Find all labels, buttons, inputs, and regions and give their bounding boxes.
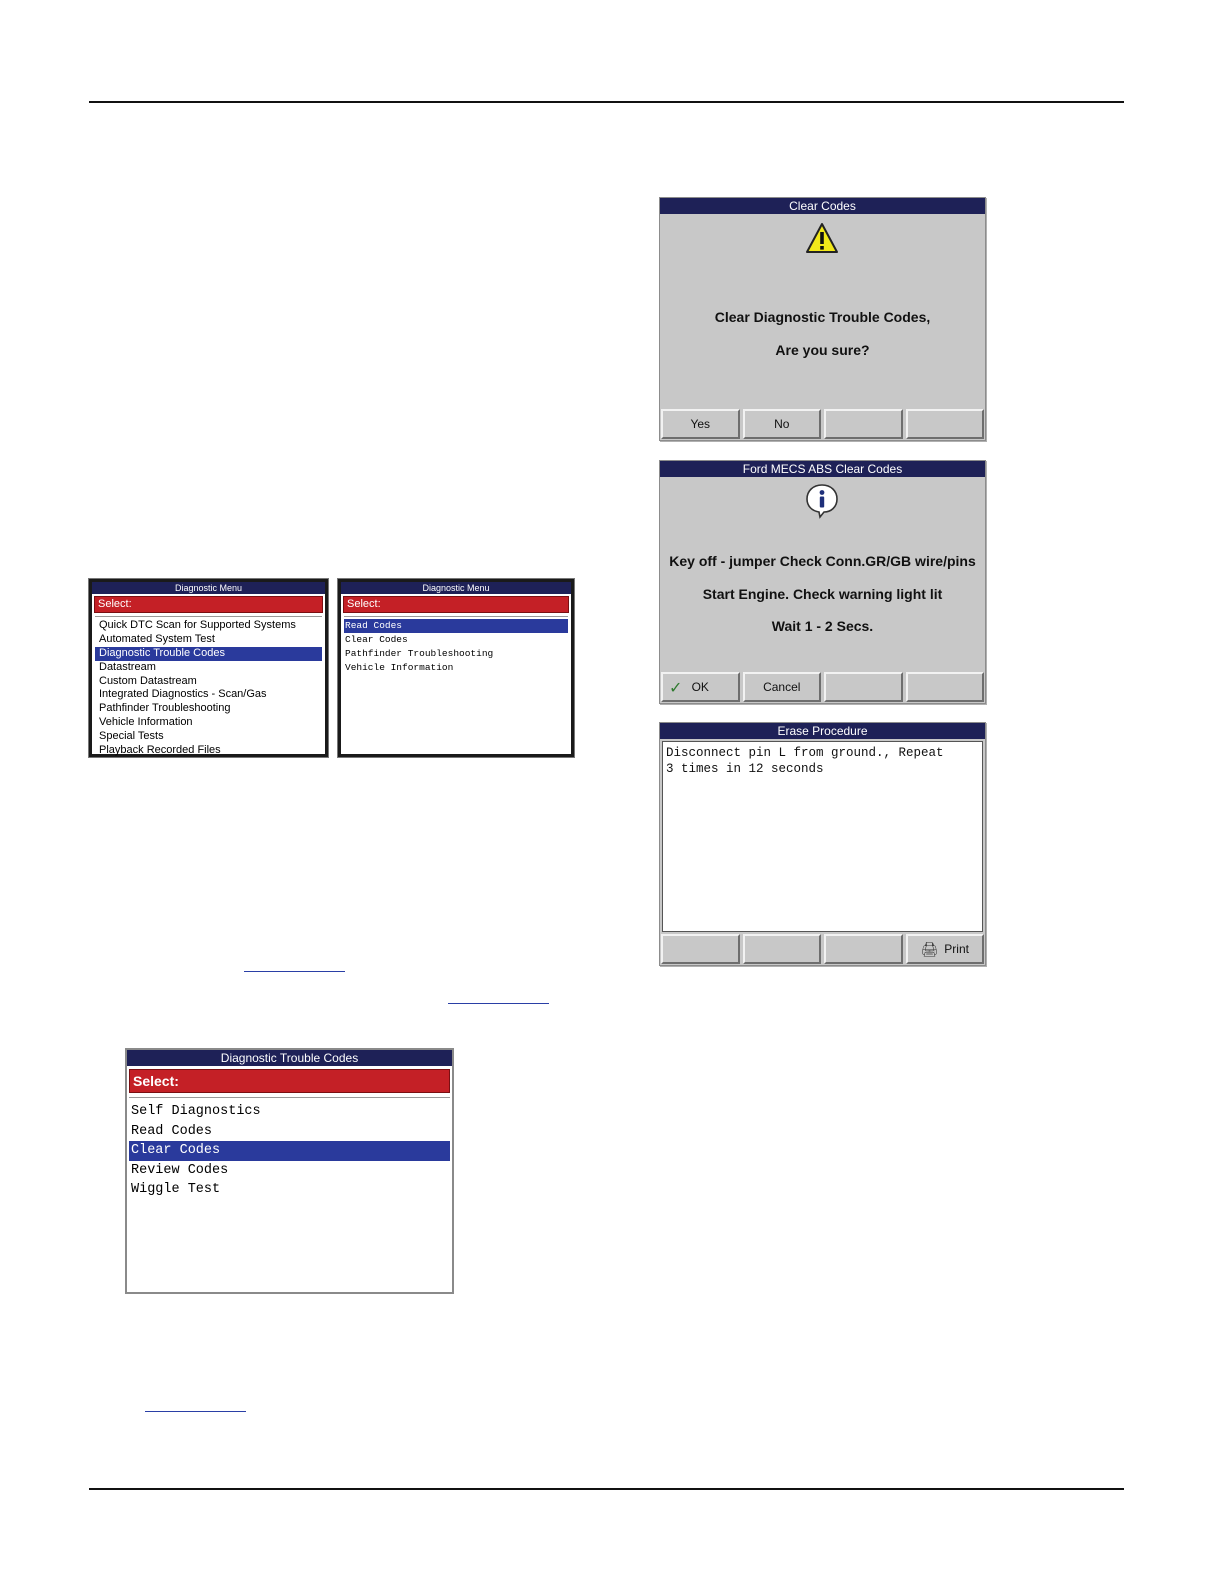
menu-item-clear-codes[interactable]: Clear Codes [345, 633, 408, 645]
menu-list [95, 616, 322, 758]
dtc-menu-window [125, 1048, 454, 1294]
menu-item-automated-system-test[interactable]: Automated System Test [99, 632, 215, 645]
button-bar [661, 934, 984, 964]
footer-rule [89, 1488, 1124, 1490]
yes-button[interactable] [661, 409, 740, 439]
menu-item-vehicle-information[interactable]: Vehicle Information [345, 661, 454, 673]
yes-label: Yes [690, 417, 711, 431]
ok-label: OK [691, 680, 709, 694]
checkmark-icon: ✓ [669, 680, 683, 697]
info-icon [805, 483, 839, 519]
button-bar [661, 409, 984, 439]
select-bar: Select: [343, 596, 569, 613]
menu-item-wiggle-test[interactable]: Wiggle Test [131, 1182, 221, 1197]
select-bar: Select: [129, 1069, 450, 1093]
menu-list [344, 616, 568, 675]
empty-button-4[interactable] [906, 672, 985, 702]
page-link-3[interactable] [145, 1411, 246, 1412]
menu-item-integrated-diagnostics[interactable]: Integrated Diagnostics - Scan/Gas [99, 688, 267, 701]
erase-procedure-dialog [659, 722, 986, 966]
empty-button-4[interactable] [906, 409, 985, 439]
menu-item-custom-datastream[interactable]: Custom Datastream [99, 674, 197, 687]
menu-item-special-tests[interactable]: Special Tests [99, 730, 164, 743]
empty-button-3[interactable] [824, 672, 903, 702]
window-title: Erase Procedure [660, 723, 985, 739]
menu-item-read-codes[interactable]: Read Codes [344, 619, 568, 633]
header-rule [89, 101, 1124, 103]
dialog-message-1: Clear Diagnostic Trouble Codes, [714, 309, 931, 325]
page-link-2[interactable] [448, 1003, 549, 1004]
warning-icon [805, 222, 839, 256]
diagnostic-menu-codes-window [338, 579, 574, 757]
cancel-button[interactable] [743, 672, 822, 702]
menu-item-vehicle-information[interactable]: Vehicle Information [99, 716, 193, 729]
button-bar [661, 672, 984, 702]
dialog-message-3: Wait 1 - 2 Secs. [771, 618, 874, 634]
menu-item-pathfinder-troubleshooting[interactable]: Pathfinder Troubleshooting [99, 702, 231, 715]
clear-codes-dialog [659, 197, 986, 441]
procedure-text: Disconnect pin L from ground., Repeat 3 times in 12 seconds [662, 741, 983, 932]
select-bar: Select: [94, 596, 323, 613]
dialog-message-1: Key off - jumper Check Conn.GR/GB wire/pins [669, 553, 976, 569]
empty-button-3[interactable] [824, 409, 903, 439]
printer-icon: 🖨 [920, 940, 939, 957]
empty-button-1[interactable] [661, 934, 740, 964]
menu-item-pathfinder-troubleshooting[interactable]: Pathfinder Troubleshooting [345, 647, 494, 659]
no-button[interactable] [743, 409, 822, 439]
window-title: Clear Codes [660, 198, 985, 214]
no-label: No [774, 417, 790, 431]
cancel-label: Cancel [763, 680, 801, 694]
menu-list [129, 1097, 450, 1200]
print-button[interactable] [906, 934, 985, 964]
window-title: Diagnostic Trouble Codes [127, 1050, 452, 1066]
menu-item-self-diagnostics[interactable]: Self Diagnostics [131, 1104, 261, 1119]
menu-item-datastream[interactable]: Datastream [99, 660, 156, 673]
menu-item-quick-dtc-scan[interactable]: Quick DTC Scan for Supported Systems [99, 619, 296, 631]
empty-button-2[interactable] [743, 934, 822, 964]
dialog-message-2: Start Engine. Check warning light lit [702, 586, 943, 602]
menu-item-review-codes[interactable]: Review Codes [131, 1162, 229, 1178]
empty-button-3[interactable] [824, 934, 903, 964]
diagnostic-menu-window [89, 579, 328, 757]
menu-item-read-codes[interactable]: Read Codes [131, 1123, 213, 1139]
window-title: Diagnostic Menu [341, 582, 571, 594]
menu-item-playback-recorded-files[interactable]: Playback Recorded Files [99, 744, 221, 757]
dialog-message-2: Are you sure? [775, 342, 870, 358]
menu-item-clear-codes[interactable]: Clear Codes [129, 1141, 450, 1161]
window-title: Ford MECS ABS Clear Codes [660, 461, 985, 477]
ok-button[interactable] [661, 672, 740, 702]
window-title: Diagnostic Menu [92, 582, 325, 594]
print-label: Print [944, 942, 969, 956]
page-link-1[interactable] [244, 971, 345, 972]
menu-item-diagnostic-trouble-codes[interactable]: Diagnostic Trouble Codes [95, 647, 322, 661]
ford-mecs-dialog [659, 460, 986, 704]
